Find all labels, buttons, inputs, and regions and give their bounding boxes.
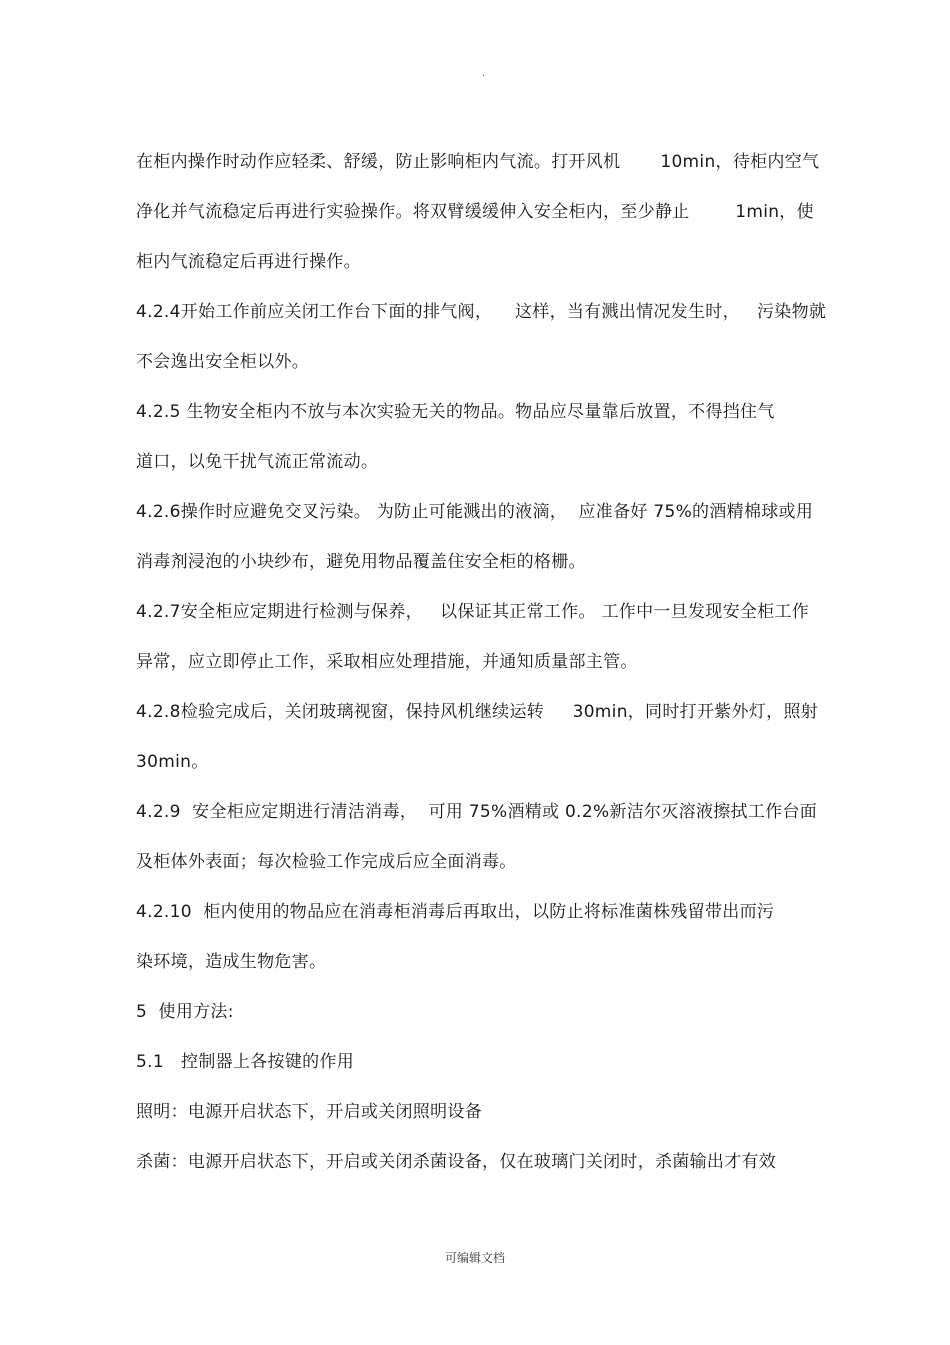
body-line: 30min。: [136, 752, 209, 772]
body-line: 柜内气流稳定后再进行操作。: [136, 252, 361, 272]
page-header-mark: .: [482, 68, 486, 79]
body-line: 4.2.10 柜内使用的物品应在消毒柜消毒后再取出，以防止将标准菌株残留带出而污: [136, 902, 775, 922]
subsection-heading: 5.1 控制器上各按键的作用: [136, 1052, 355, 1072]
body-line: 4.2.6操作时应避免交叉污染。 为防止可能溅出的液滴， 应准备好 75%的酒精棉球或用: [136, 502, 814, 522]
page-footer: 可编辑文档: [444, 1251, 505, 1265]
body-line: 4.2.7安全柜应定期进行检测与保养， 以保证其正常工作。 工作中一旦发现安全柜工作: [136, 602, 810, 622]
body-line: 及柜体外表面；每次检验工作完成后应全面消毒。: [136, 852, 517, 872]
section-heading: 5 使用方法:: [136, 1002, 234, 1022]
body-line: 异常，应立即停止工作，采取相应处理措施，并通知质量部主管。: [136, 652, 638, 672]
body-line: 道口，以免干扰气流正常流动。: [136, 452, 379, 472]
body-line: 杀菌：电源开启状态下，开启或关闭杀菌设备，仅在玻璃门关闭时，杀菌输出才有效: [136, 1152, 777, 1172]
body-line: 4.2.9 安全柜应定期进行清洁消毒， 可用 75%酒精或 0.2%新洁尔灭溶液擦拭工作台面: [136, 802, 818, 822]
body-line: 4.2.5 生物安全柜内不放与本次实验无关的物品。物品应尽量靠后放置，不得挡住气: [136, 402, 775, 422]
body-line: 不会逸出安全柜以外。: [136, 352, 309, 372]
body-line: 照明：电源开启状态下，开启或关闭照明设备: [136, 1102, 482, 1122]
body-line: 4.2.8检验完成后，关闭玻璃视窗，保持风机继续运转 30min，同时打开紫外灯，照射: [136, 702, 819, 722]
body-line: 消毒剂浸泡的小块纱布，避免用物品覆盖住安全柜的格栅。: [136, 552, 586, 572]
body-line: 净化并气流稳定后再进行实验操作。将双臂缓缓伸入安全柜内，至少静止 1min，使: [136, 202, 814, 222]
body-line: 在柜内操作时动作应轻柔、舒缓，防止影响柜内气流。打开风机 10min，待柜内空气: [136, 152, 820, 172]
body-line: 4.2.4开始工作前应关闭工作台下面的排气阀， 这样，当有溅出情况发生时， 污染物就: [136, 302, 827, 322]
body-line: 染环境，造成生物危害。: [136, 952, 327, 972]
